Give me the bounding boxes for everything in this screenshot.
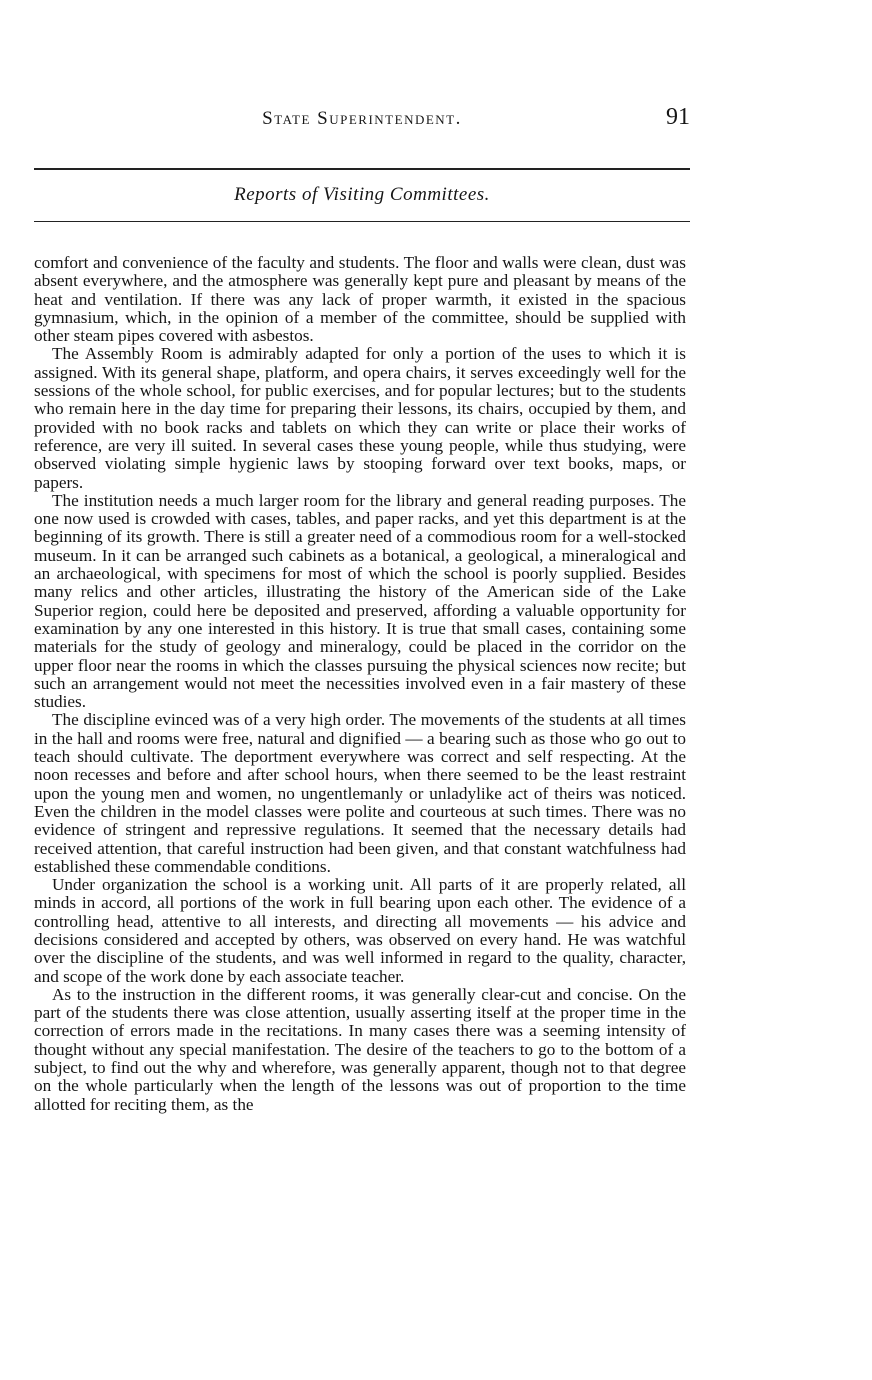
running-title: State Superintendent. [262,108,462,129]
section-title: Reports of Visiting Committees. [234,184,490,205]
paragraph-organization: Under organization the school is a working unit. All parts of it are properly related, all minds in accord, all portions of the work in full bearing upon each other. The evidence of a controlling head, attentive to all interests, and directing all movements — his advice and decisions considered and accepted by others, was observed on every hand. He was watchful over the discipline of the students, and was well informed in regard to the quality, character, and scope of the work done by each associate teacher. [34,875,686,986]
paragraph-assembly-room: The Assembly Room is admirably adapted for only a portion of the uses to which it is assigned. With its general shape, platform, and opera chairs, it serves exceedingly well for the sessions of the whole school, for public exercises, and for popular lectures; but to the students who remain here in the day time for preparing their lessons, its chairs, occupied by them, and provided with no book racks and tablets on which they can write or place their works of reference, are very ill suited. In several cases these young people, while thus studying, were observed violating simple hygienic laws by stooping forward over text books, maps, or papers. [34,344,686,492]
paragraph-continued: comfort and convenience of the faculty and students. The floor and walls were clean, dust was absent everywhere, and the atmosphere was generally kept pure and pleasant by means of the heat and ventilation. If there was any lack of proper warmth, it existed in the spacious gymnasium, which, in the opinion of a member of the committee, should be supplied with other steam pipes covered with asbestos. [34,253,686,346]
header-rule-bottom [34,221,690,222]
body-text [34,254,686,1114]
header-rule-top [34,168,690,170]
paragraph-library-museum: The institution needs a much larger room for the library and general reading purposes. The one now used is crowded with cases, tables, and paper racks, and yet this department is at the beginning of its growth. There is still a greater need of a commodious room for a well-stocked museum. In it can be arranged such cabinets as a botanical, a geological, a mineralogical and an archaeological, with specimens for most of which the school is poorly supplied. Besides many relics and other articles, illustrating the history of the American side of the Lake Superior region, could here be deposited and preserved, affording a valuable opportunity for examination by any one interested in this history. It is true that small cases, containing some materials for the study of geology and mineralogy, could be placed in the corridor on the upper floor near the rooms in which the classes pursuing the physical sciences now recite; but such an arrangement would not meet the necessities involved even in a fair mastery of these studies. [34,490,686,712]
paragraph-instruction: As to the instruction in the different rooms, it was generally clear-cut and concise. On the part of the students there was close attention, usually asserting itself at the proper time in the correction of errors made in the recitations. In many cases there was a seeming intensity of thought without any special manifestation. The desire of the teachers to go to the bottom of a subject, to find out the why and wherefore, was generally apparent, though not to that degree on the whole particularly when the length of the lessons was out of proportion to the time allotted for reciting them, as the [34,984,686,1114]
page-number: 91 [666,104,690,130]
paragraph-discipline: The discipline evinced was of a very high order. The movements of the students at all times in the hall and rooms were free, natural and dignified — a bearing such as those who go out to teach should cultivate. The deportment everywhere was correct and self respecting. At the noon recesses and before and after school hours, when there seemed to be the least restraint upon the young men and women, no ungentlemanly or unladylike act of theirs was noticed. Even the children in the model classes were polite and courteous at such times. There was no evidence of stringent and repressive regulations. It seemed that the necessary details had received attention, that careful instruction had been given, and that constant watchfulness had established these commendable conditions. [34,710,686,876]
